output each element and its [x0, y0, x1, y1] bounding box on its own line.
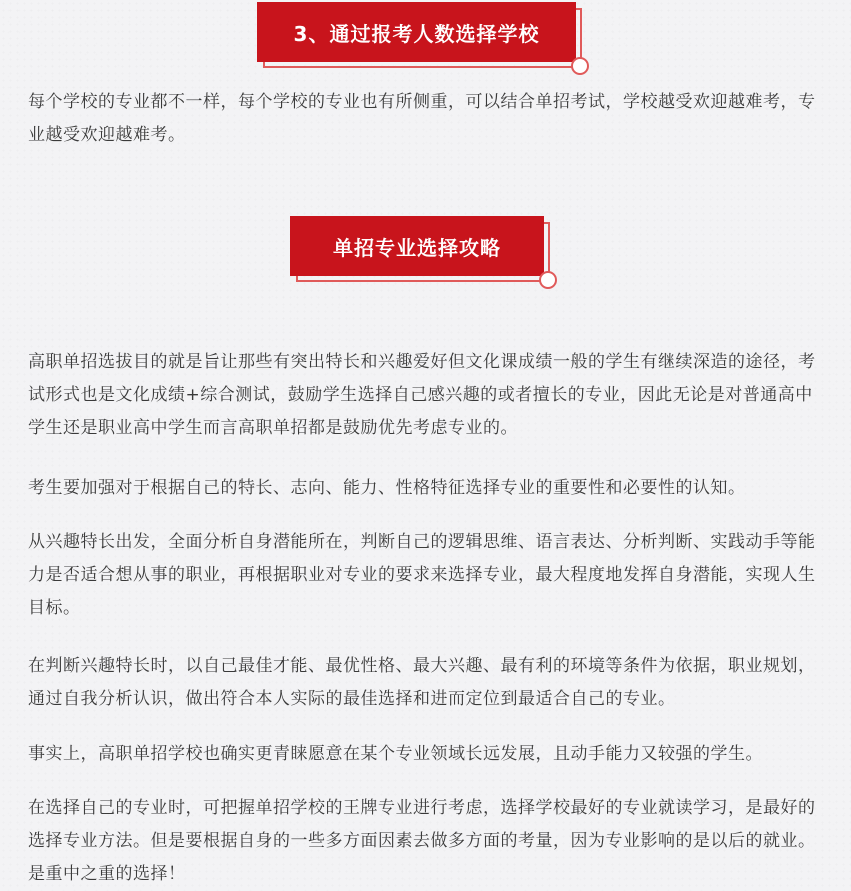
section-2-paragraph-3: 从兴趣特长出发，全面分析自身潜能所在，判断自己的逻辑思维、语言表达、分析判断、实践动手等能力是否适合想从事的职业，再根据职业对专业的要求来选择专业，最大程度地发挥自身潜能，实现人生目标。 — [28, 532, 816, 618]
section-1-heading-text: 3、通过报考人数选择学校 — [257, 2, 576, 62]
section-1-paragraph: 每个学校的专业都不一样，每个学校的专业也有所侧重，可以结合单招考试，学校越受欢迎越难考，专业越受欢迎越难考。 — [28, 92, 816, 145]
section-2-heading — [290, 216, 544, 276]
section-2-paragraph-5: 事实上，高职单招学校也确实更青睐愿意在某个专业领域长远发展，且动手能力又较强的学生。 — [28, 744, 763, 764]
heading-decoration-dot — [539, 271, 557, 289]
section-2-paragraph-6: 在选择自己的专业时，可把握单招学校的王牌专业进行考虑，选择学校最好的专业就读学习，是最好的选择专业方法。但是要根据自身的一些多方面因素去做多方面的考量，因为专业影响的是以后的就业。是重中之重的选择！ — [28, 798, 816, 884]
section-1-heading — [257, 2, 576, 62]
section-2-heading-text: 单招专业选择攻略 — [290, 216, 544, 276]
section-2-paragraph-1: 高职单招选拔目的就是旨让那些有突出特长和兴趣爱好但文化课成绩一般的学生有继续深造的途径，考试形式也是文化成绩+综合测试，鼓励学生选择自己感兴趣的或者擅长的专业，因此无论是对普通高中学生还是职业高中学生而言高职单招都是鼓励优先考虑专业的。 — [28, 352, 816, 438]
section-2-paragraph-4: 在判断兴趣特长时，以自己最佳才能、最优性格、最大兴趣、最有利的环境等条件为依据，职业规划，通过自我分析认识，做出符合本人实际的最佳选择和进而定位到最适合自己的专业。 — [28, 656, 816, 709]
section-2-paragraph-2: 考生要加强对于根据自己的特长、志向、能力、性格特征选择专业的重要性和必要性的认知。 — [28, 478, 746, 498]
heading-decoration-dot — [571, 57, 589, 75]
